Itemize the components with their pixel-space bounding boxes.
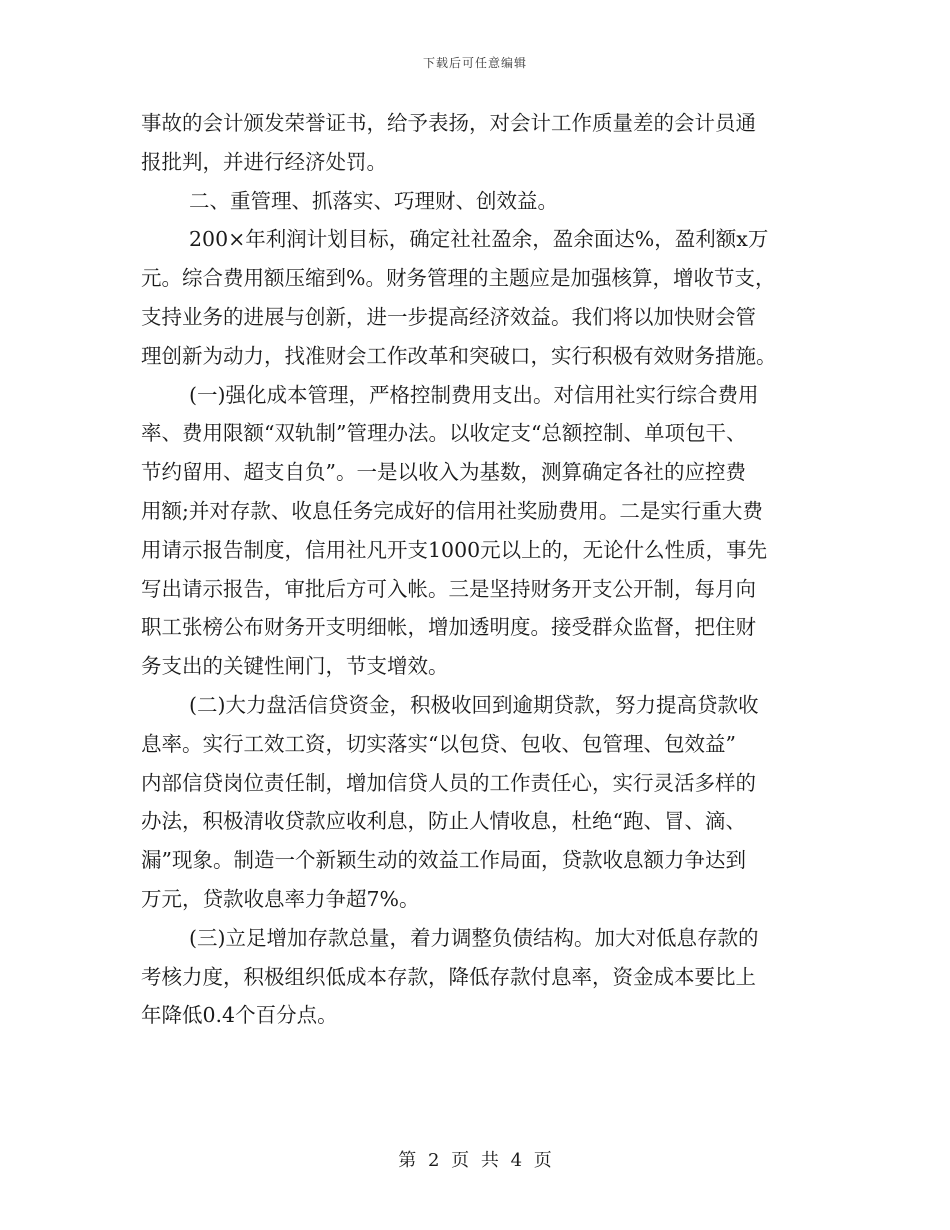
page-header: 下载后可任意编辑 [422, 56, 527, 70]
text-line: 息率。实行工效工资，切实落实“以包贷、包收、包管理、包效益” [141, 731, 736, 756]
text-line: 写出请示报告，审批后方可入帐。三是坚持财务开支公开制，每月向 [141, 576, 756, 601]
text-line: (三)立足增加存款总量，着力调整负债结构。加大对低息存款的 [189, 925, 759, 950]
text-line: 职工张榜公布财务开支明细帐，增加透明度。接受群众监督，把住财 [141, 615, 756, 640]
page-footer: 第 2 页 共 4 页 [398, 1150, 552, 1171]
text-line: 年降低0.4个百分点。 [141, 1003, 338, 1028]
text-line: 二、重管理、抓落实、巧理财、创效益。 [189, 188, 558, 213]
text-line: (一)强化成本管理，严格控制费用支出。对信用社实行综合费用 [189, 382, 759, 407]
text-line: 200×年利润计划目标，确定社社盈余，盈余面达%，盈利额x万 [189, 227, 769, 252]
text-line: 用请示报告制度，信用社凡开支1000元以上的，无论什么性质，事先 [141, 537, 768, 562]
text-line: 报批判，并进行经济处罚。 [141, 149, 387, 174]
document-body [141, 104, 811, 1035]
text-line: 办法，积极清收贷款应收利息，防止人情收息，杜绝“跑、冒、滴、 [141, 809, 746, 834]
text-line: (二)大力盘活信贷资金，积极收回到逾期贷款，努力提高贷款收 [189, 692, 759, 717]
text-line: 事故的会计颁发荣誉证书，给予表扬，对会计工作质量差的会计员通 [141, 111, 756, 135]
text-line: 漏”现象。制造一个新颖生动的效益工作局面，贷款收息额力争达到 [141, 848, 746, 873]
text-line: 内部信贷岗位责任制，增加信贷人员的工作责任心，实行灵活多样的 [141, 770, 756, 795]
text-line: 考核力度，积极组织低成本存款，降低存款付息率，资金成本要比上 [141, 964, 756, 989]
text-line: 理创新为动力，找准财会工作改革和突破口，实行积极有效财务措施。 [141, 343, 777, 368]
text-line: 支持业务的进展与创新，进一步提高经济效益。我们将以加快财会管 [141, 304, 756, 329]
text-line: 元。综合费用额压缩到%。财务管理的主题应是加强核算，增收节支， [141, 266, 776, 291]
text-line: 节约留用、超支自负”。一是以收入为基数，测算确定各社的应控费 [141, 460, 746, 485]
text-line: 务支出的关键性闸门，节支增效。 [141, 654, 449, 679]
text-line: 用额;并对存款、收息任务完成好的信用社奖励费用。二是实行重大费 [141, 498, 763, 523]
text-line: 万元，贷款收息率力争超7%。 [141, 886, 420, 911]
text-line: 率、费用限额“双轨制”管理办法。以收定支“总额控制、单项包干、 [141, 421, 747, 446]
